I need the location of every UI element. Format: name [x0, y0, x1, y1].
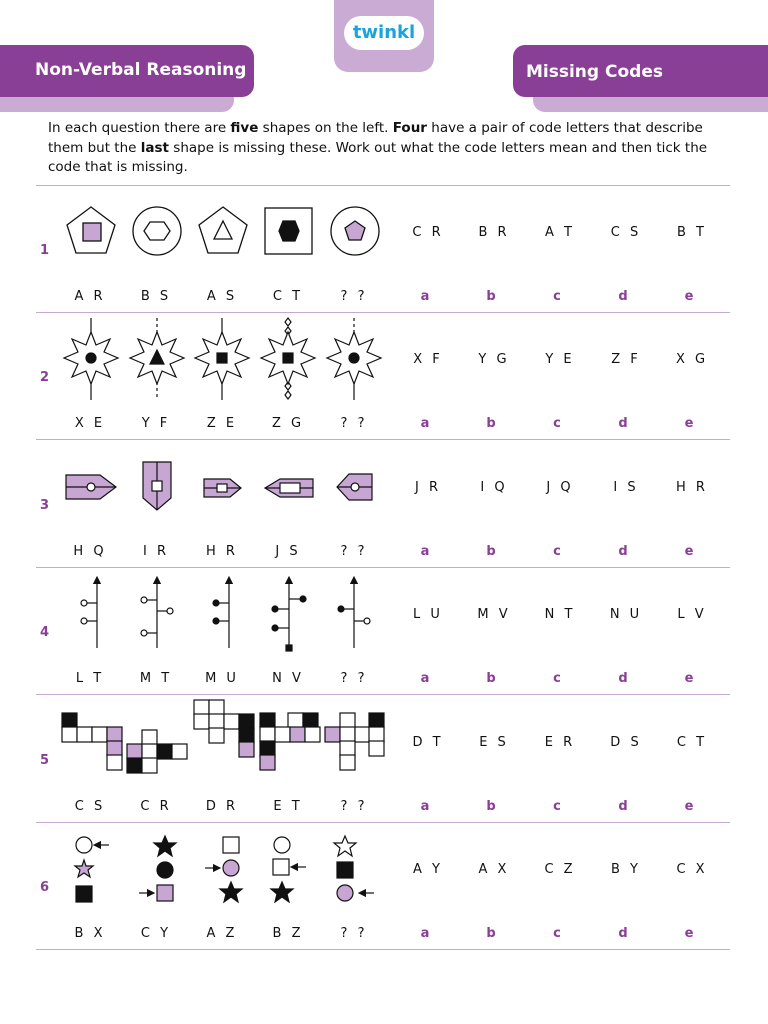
option-letter[interactable]: a	[420, 671, 430, 686]
shape-code: ? ?	[340, 799, 368, 814]
answer-option[interactable]: J Q	[546, 480, 574, 495]
shape-code: ? ?	[340, 289, 368, 304]
instructions-emphasis: last	[140, 139, 169, 156]
shape-code: B Z	[272, 926, 304, 941]
answer-option[interactable]: L V	[677, 607, 707, 622]
shape-code: B S	[140, 289, 172, 304]
option-letter[interactable]: e	[684, 926, 694, 941]
answer-option[interactable]: I Q	[480, 480, 508, 495]
answer-option[interactable]: C R	[412, 225, 444, 240]
q1-shapes	[67, 207, 379, 255]
answer-option[interactable]: B R	[478, 225, 510, 240]
shape-code: H R	[206, 544, 238, 559]
shape-code: A Z	[206, 926, 238, 941]
answer-option[interactable]: Y G	[478, 352, 510, 367]
shape-code: Y F	[141, 416, 171, 431]
worksheet-subject-title: Non-Verbal Reasoning	[35, 60, 247, 80]
answer-option[interactable]: I S	[613, 480, 639, 495]
option-letter[interactable]: a	[420, 416, 430, 431]
shape-code: H Q	[73, 544, 107, 559]
answer-option[interactable]: A Y	[413, 862, 443, 877]
answer-option[interactable]: N U	[609, 607, 643, 622]
option-letter[interactable]: c	[553, 544, 561, 559]
shape-code: Z G	[271, 416, 305, 431]
answer-option[interactable]: L U	[413, 607, 443, 622]
shape-code: ? ?	[340, 926, 368, 941]
option-letter[interactable]: d	[618, 671, 628, 686]
option-letter[interactable]: a	[420, 544, 430, 559]
q5-shapes	[62, 700, 384, 773]
shape-code: ? ?	[340, 671, 368, 686]
instructions-text: have a pair of code letters that describe them but the	[48, 120, 703, 156]
shape-code: L T	[75, 671, 105, 686]
q6-shapes	[75, 836, 374, 902]
option-letter[interactable]: c	[553, 416, 561, 431]
shape-code: C T	[272, 289, 304, 304]
shape-code: ? ?	[340, 416, 368, 431]
option-letter[interactable]: c	[553, 926, 561, 941]
option-letter[interactable]: e	[684, 416, 694, 431]
shape-code: A R	[74, 289, 106, 304]
answer-option[interactable]: Y E	[545, 352, 575, 367]
answer-option[interactable]: C Z	[544, 862, 576, 877]
shape-code: D R	[205, 799, 239, 814]
option-letter[interactable]: b	[486, 926, 496, 941]
answer-option[interactable]: C T	[676, 735, 708, 750]
instructions-emphasis: five	[230, 120, 259, 136]
option-letter[interactable]: d	[618, 416, 628, 431]
option-letter[interactable]: e	[684, 544, 694, 559]
q3-shapes	[66, 462, 372, 510]
answer-option[interactable]: X F	[413, 352, 443, 367]
answer-option[interactable]: Z F	[611, 352, 641, 367]
instructions-emphasis: Four	[392, 120, 427, 136]
option-letter[interactable]: b	[486, 671, 496, 686]
q2-shapes	[64, 318, 381, 400]
option-letter[interactable]: a	[420, 289, 430, 304]
answer-option[interactable]: A X	[478, 862, 510, 877]
option-letter[interactable]: b	[486, 416, 496, 431]
shape-code: C S	[74, 799, 106, 814]
option-letter[interactable]: c	[553, 671, 561, 686]
option-letter[interactable]: b	[486, 799, 496, 814]
instructions-text: shapes on the left.	[258, 120, 393, 136]
worksheet-topic-title: Missing Codes	[526, 62, 663, 82]
shape-code: B X	[74, 926, 106, 941]
shape-code: C R	[140, 799, 172, 814]
answer-option[interactable]: C S	[610, 225, 642, 240]
option-letter[interactable]: a	[420, 926, 430, 941]
shape-code: I R	[143, 544, 169, 559]
option-letter[interactable]: e	[684, 289, 694, 304]
shape-code: C Y	[140, 926, 172, 941]
shape-code: X E	[74, 416, 106, 431]
option-letter[interactable]: c	[553, 799, 561, 814]
shape-code: ? ?	[340, 544, 368, 559]
option-letter[interactable]: d	[618, 544, 628, 559]
answer-option[interactable]: M V	[477, 607, 511, 622]
shape-code: A S	[206, 289, 238, 304]
question-number: 1	[40, 243, 50, 258]
answer-option[interactable]: E S	[479, 735, 509, 750]
option-letter[interactable]: d	[618, 289, 628, 304]
answer-option[interactable]: N T	[544, 607, 576, 622]
option-letter[interactable]: a	[420, 799, 430, 814]
answer-option[interactable]: D S	[610, 735, 642, 750]
shape-code: Z E	[206, 416, 238, 431]
option-letter[interactable]: e	[684, 671, 694, 686]
answer-option[interactable]: D T	[412, 735, 444, 750]
instructions-text: shape is missing these. Work out what the code letters mean and then tick the code that is missing.	[48, 139, 708, 175]
option-letter[interactable]: e	[684, 799, 694, 814]
question-number: 6	[40, 880, 50, 895]
answer-option[interactable]: J R	[415, 480, 441, 495]
option-letter[interactable]: d	[618, 799, 628, 814]
q4-shapes	[81, 580, 370, 651]
shape-code: M U	[205, 671, 239, 686]
answer-option[interactable]: E R	[544, 735, 576, 750]
shape-code: M T	[139, 671, 173, 686]
answer-option[interactable]: B T	[677, 225, 707, 240]
option-letter[interactable]: c	[553, 289, 561, 304]
twinkl-logo: twinkl	[352, 22, 416, 43]
option-letter[interactable]: d	[618, 926, 628, 941]
shape-code: E T	[273, 799, 303, 814]
question-number: 2	[40, 370, 50, 385]
answer-option[interactable]: X G	[675, 352, 709, 367]
question-number: 5	[40, 753, 50, 768]
shape-code: J S	[275, 544, 301, 559]
answer-option[interactable]: C X	[676, 862, 708, 877]
question-number: 4	[40, 625, 50, 640]
answer-option[interactable]: B Y	[611, 862, 641, 877]
option-letter[interactable]: b	[486, 544, 496, 559]
instructions-text: In each question there are	[48, 120, 231, 136]
answer-option[interactable]: A T	[545, 225, 575, 240]
question-number: 3	[40, 498, 50, 513]
option-letter[interactable]: b	[486, 289, 496, 304]
answer-option[interactable]: H R	[676, 480, 708, 495]
shape-code: N V	[272, 671, 304, 686]
